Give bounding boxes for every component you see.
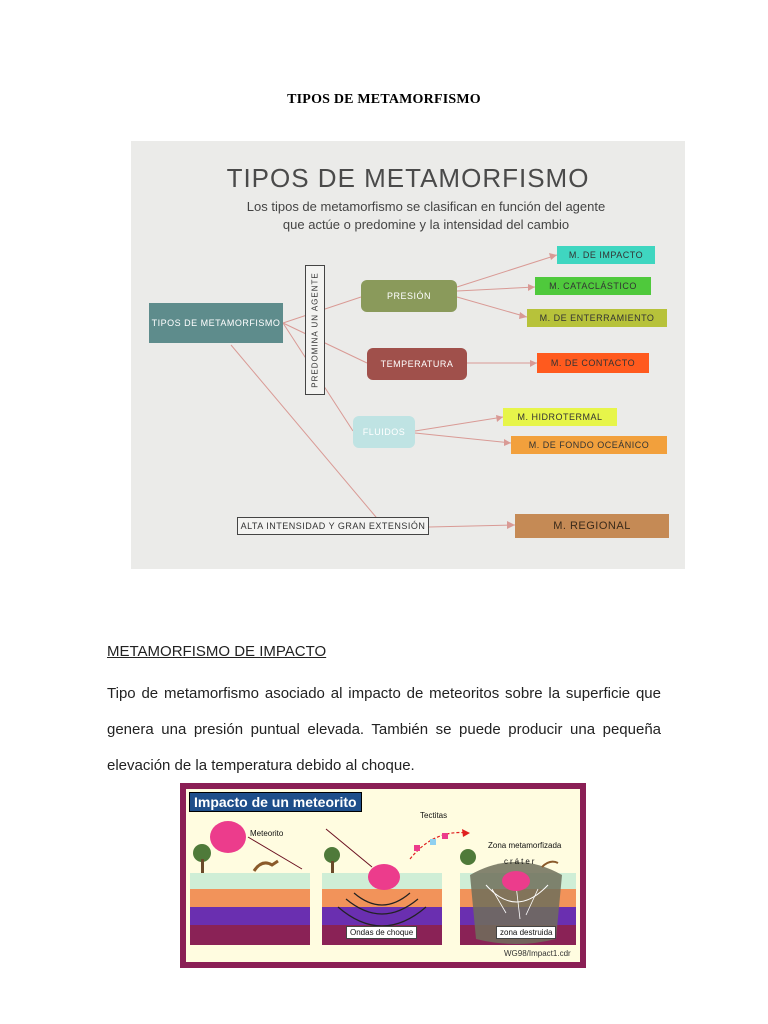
agent-temperatura: TEMPERATURA (367, 348, 467, 380)
subtitle-line-2: que actúe o predomine y la intensidad del cambio (282, 217, 570, 232)
label-tectitas: Tectitas (420, 811, 448, 820)
section-paragraph: Tipo de metamorfismo asociado al impacto de meteoritos sobre la superficie que genera una presión puntual elevada. También se puede producir una pequeña elevación de la temperatura debido al choque. (107, 685, 661, 774)
type-hidrotermal: M. HIDROTERMAL (503, 408, 617, 426)
type-regional: M. REGIONAL (515, 514, 669, 538)
figure-title: Impacto de un meteorito (189, 792, 362, 812)
metamorphism-diagram (131, 141, 685, 569)
type-cataclastico: M. CATACLÁSTICO (535, 277, 651, 295)
label-crater: cráter (504, 857, 537, 866)
subtitle-line-1: Los tipos de metamorfismo se clasifican en función del agente (246, 199, 606, 214)
section-heading: METAMORFISMO DE IMPACTO (107, 643, 327, 660)
agent-presion: PRESIÓN (361, 280, 457, 312)
alta-intensidad-box: ALTA INTENSIDAD Y GRAN EXTENSIÓN (237, 517, 429, 535)
slide-title: TIPOS DE METAMORFISMO (226, 163, 590, 193)
predomina-agente-label (305, 265, 325, 395)
label-ondas-choque: Ondas de choque (346, 926, 417, 939)
label-zona-metamorfizada: Zona metamorfizada (488, 841, 562, 850)
agent-fluidos: FLUIDOS (353, 416, 415, 448)
document-title: TIPOS DE METAMORFISMO (287, 92, 481, 107)
type-enterramiento: M. DE ENTERRAMIENTO (527, 309, 667, 327)
type-impacto: M. DE IMPACTO (557, 246, 655, 264)
figure-credit: WG98/Impact1.cdr (504, 949, 571, 958)
figure-canvas (186, 789, 580, 962)
type-contacto: M. DE CONTACTO (537, 353, 649, 373)
slide-subtitle (191, 198, 661, 234)
meteorite-impact-figure (180, 783, 586, 968)
label-zona-destruida: zona destruida (496, 926, 556, 939)
label-meteorito: Meteorito (250, 829, 284, 838)
vertical-label-text: PREDOMINA UN AGENTE (310, 272, 320, 388)
type-fondo-oceanico: M. DE FONDO OCEÁNICO (511, 436, 667, 454)
root-box: TIPOS DE METAMORFISMO (149, 303, 283, 343)
